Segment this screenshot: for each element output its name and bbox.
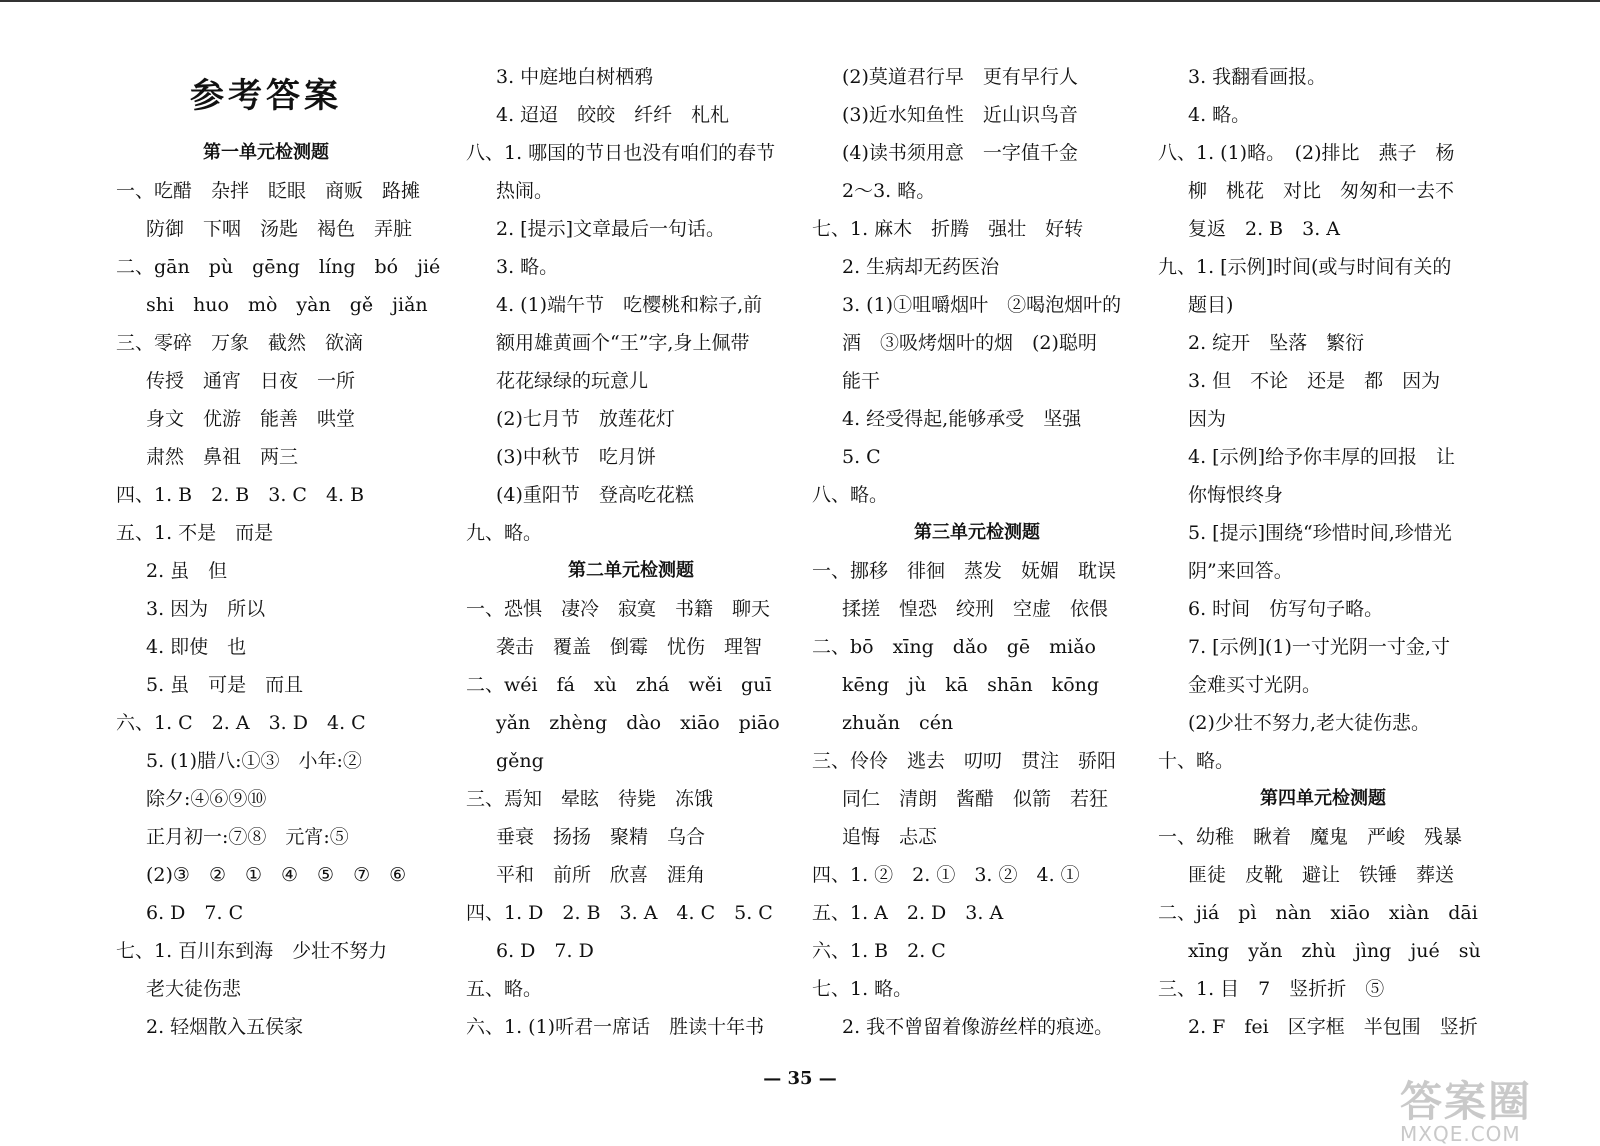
answer-line: (2)③ ② ① ④ ⑤ ⑦ ⑥ [146, 864, 407, 886]
answer-line: 三、焉知 晕眩 待毙 冻饿 [466, 788, 714, 810]
answer-line: 三、零碎 万象 截然 欲滴 [116, 332, 364, 354]
answer-line: 同仁 清朗 酱醋 似箭 若狂 [842, 788, 1109, 810]
answer-line: kēng jù kā shān kōng [842, 674, 1100, 696]
section-heading: 第一单元检测题 [203, 142, 329, 163]
answer-line: 四、1. ② 2. ① 3. ② 4. ① [812, 864, 1080, 886]
answer-line: 2. 生病却无药医治 [842, 256, 1000, 278]
answer-line: 3. (1)①咀嚼烟叶 ②喝泡烟叶的 [842, 294, 1122, 316]
answer-line: 七、1. 略。 [812, 978, 913, 1000]
answer-line: (4)读书须用意 一字值千金 [842, 142, 1078, 164]
column-1 [116, 58, 441, 1046]
answer-line: 柳 桃花 对比 匆匆和一去不 [1188, 180, 1455, 202]
answer-line: 揉搓 惶恐 绞刑 空虚 依偎 [842, 598, 1109, 620]
answer-line: 2. 轻烟散入五侯家 [146, 1016, 304, 1038]
answer-line: 正月初一:⑦⑧ 元宵:⑤ [146, 826, 349, 848]
answer-line: 4. 迢迢 皎皎 纤纤 札札 [496, 104, 730, 126]
answer-line: 十、略。 [1158, 750, 1235, 772]
answer-line: 复返 2. B 3. A [1188, 218, 1341, 240]
top-border [0, 0, 1600, 2]
answer-line: 九、1. [示例]时间(或与时间有关的 [1158, 256, 1452, 278]
answer-line: 3. 略。 [496, 256, 559, 278]
answer-line: 3. 中庭地白树栖鸦 [496, 66, 654, 88]
answer-line: 三、伶伶 逃去 叨叨 贯注 骄阳 [812, 750, 1117, 772]
answer-line: 你悔恨终身 [1188, 484, 1284, 506]
answer-line: 肃然 鼻祖 两三 [146, 446, 299, 468]
answer-line: 2. F fei 区字框 半包围 竖折 [1188, 1016, 1478, 1038]
answer-line: 七、1. 麻木 折腾 强壮 好转 [812, 218, 1084, 240]
answer-line: 4. (1)端午节 吃樱桃和粽子,前 [496, 294, 763, 316]
answer-line: 身文 优游 能善 哄堂 [146, 408, 356, 430]
answer-line: 袭击 覆盖 倒霉 忧伤 理智 [496, 636, 763, 658]
answer-line: 五、略。 [466, 978, 543, 1000]
answer-line: 二、wéi fá xù zhá wěi guī [466, 674, 772, 696]
page-number: — 35 — [763, 1068, 837, 1089]
answer-line: 金难买寸光阴。 [1188, 674, 1322, 696]
answer-line: 6. D 7. C [146, 902, 244, 924]
answer-line: 因为 [1188, 408, 1227, 430]
answer-line: 八、1. (1)略。 (2)排比 燕子 杨 [1158, 142, 1455, 164]
answer-line: 六、1. (1)听君一席话 胜读十年书 [466, 1016, 765, 1038]
answer-line: 3. 因为 所以 [146, 598, 266, 620]
column-4 [1158, 58, 1488, 1046]
answer-line: 匪徒 皮靴 避让 铁锤 葬送 [1188, 864, 1455, 886]
answer-line: 六、1. C 2. A 3. D 4. C [116, 712, 366, 734]
answer-line: 2. 绽开 坠落 繁衍 [1188, 332, 1365, 354]
answer-line: 3. 但 不论 还是 都 因为 [1188, 370, 1441, 392]
answer-line: 五、1. 不是 而是 [116, 522, 274, 544]
answer-line: 4. [示例]给予你丰厚的回报 让 [1188, 446, 1455, 468]
answer-line: 老大徒伤悲 [146, 978, 242, 1000]
answer-line: yǎn zhèng dào xiāo piāo [496, 712, 780, 734]
section-heading: 第三单元检测题 [914, 522, 1040, 543]
answer-line: 二、jiá pì nàn xiāo xiàn dāi [1158, 902, 1478, 924]
answer-line: 酒 ③吸烤烟叶的烟 (2)聪明 [842, 332, 1097, 354]
answer-line: 4. 经受得起,能够承受 坚强 [842, 408, 1082, 430]
answer-line: shi huo mò yàn gě jiǎn [146, 294, 428, 316]
answer-line: 阴”来回答。 [1188, 560, 1293, 582]
answer-line: 四、1. D 2. B 3. A 4. C 5. C [466, 902, 773, 924]
answer-line: 平和 前所 欣喜 涯角 [496, 864, 706, 886]
answer-line: 4. 略。 [1188, 104, 1251, 126]
answer-line: (3)中秋节 吃月饼 [496, 446, 656, 468]
answer-line: 2～3. 略。 [842, 180, 936, 202]
answer-line: 5. (1)腊八:①③ 小年:② [146, 750, 362, 772]
section-heading: 第二单元检测题 [568, 560, 694, 581]
answer-line: (2)少壮不努力,老大徒伤悲。 [1188, 712, 1430, 734]
answer-line: 热闹。 [496, 180, 554, 202]
answer-line: 额用雄黄画个“王”字,身上佩带 [496, 332, 750, 354]
answer-line: 八、1. 哪国的节日也没有咱们的春节 [466, 142, 776, 164]
answer-line: 能干 [842, 370, 881, 392]
answer-line: 防御 下咽 汤匙 褐色 弄脏 [146, 218, 413, 240]
watermark-logo: 答案圈 [1400, 1077, 1533, 1126]
section-heading: 第四单元检测题 [1260, 788, 1386, 809]
answer-line: 5. C [842, 446, 881, 468]
answer-line: 一、挪移 徘徊 蒸发 妩媚 耽误 [812, 560, 1117, 582]
answer-line: 一、幼稚 瞅着 魔鬼 严峻 残暴 [1158, 826, 1463, 848]
column-3 [812, 58, 1142, 1046]
answer-line: 7. [示例](1)一寸光阴一寸金,寸 [1188, 636, 1450, 658]
answer-line: 5. [提示]围绕“珍惜时间,珍惜光 [1188, 522, 1452, 544]
answer-line: 花花绿绿的玩意儿 [496, 370, 649, 392]
page-title: 参考答案 [190, 76, 342, 116]
answer-line: 九、略。 [466, 522, 543, 544]
answer-line: 三、1. 目 7 竖折折 ⑤ [1158, 978, 1385, 1000]
answer-line: 七、1. 百川东到海 少壮不努力 [116, 940, 388, 962]
answer-line: 6. D 7. D [496, 940, 594, 962]
answer-line: 除夕:④⑥⑨⑩ [146, 788, 267, 810]
answer-line: 五、1. A 2. D 3. A [812, 902, 1004, 924]
answer-line: 一、吃醋 杂拌 眨眼 商贩 路摊 [116, 180, 421, 202]
answer-line: 追悔 忐忑 [842, 826, 938, 848]
answer-line: (3)近水知鱼性 近山识鸟音 [842, 104, 1078, 126]
answer-line: 5. 虽 可是 而且 [146, 674, 304, 696]
answer-line: 二、gān pù gēng líng bó jié [116, 256, 441, 278]
answer-line: 垂衰 扬扬 聚精 乌合 [496, 826, 706, 848]
answer-line: 2. 我不曾留着像游丝样的痕迹。 [842, 1016, 1114, 1038]
answer-line: (4)重阳节 登高吃花糕 [496, 484, 694, 506]
answer-line: 四、1. B 2. B 3. C 4. B [116, 484, 365, 506]
watermark [1400, 1077, 1600, 1146]
answer-line: 题目) [1188, 294, 1234, 316]
answer-line: 6. 时间 仿写句子略。 [1188, 598, 1384, 620]
answer-line: 传授 通宵 日夜 一所 [146, 370, 356, 392]
answer-line: 六、1. B 2. C [812, 940, 946, 962]
answer-line: 二、bō xīng dǎo gē miǎo [812, 636, 1096, 658]
answer-line: xīng yǎn zhù jìng jué sù [1188, 940, 1481, 962]
watermark-url: MXQE.COM [1400, 1122, 1521, 1146]
column-2 [466, 58, 796, 1046]
answer-line: 2. [提示]文章最后一句话。 [496, 218, 725, 240]
answer-line: (2)七月节 放莲花灯 [496, 408, 675, 430]
answer-line: 3. 我翻看画报。 [1188, 66, 1327, 88]
answer-line: zhuǎn cén [842, 712, 954, 734]
answer-line: 一、恐惧 凄冷 寂寞 书籍 聊天 [466, 598, 771, 620]
answer-line: 八、略。 [812, 484, 889, 506]
answer-line: (2)莫道君行早 更有早行人 [842, 66, 1078, 88]
answer-line: 2. 虽 但 [146, 560, 228, 582]
answer-line: gěng [496, 750, 544, 772]
answer-line: 4. 即使 也 [146, 636, 247, 658]
